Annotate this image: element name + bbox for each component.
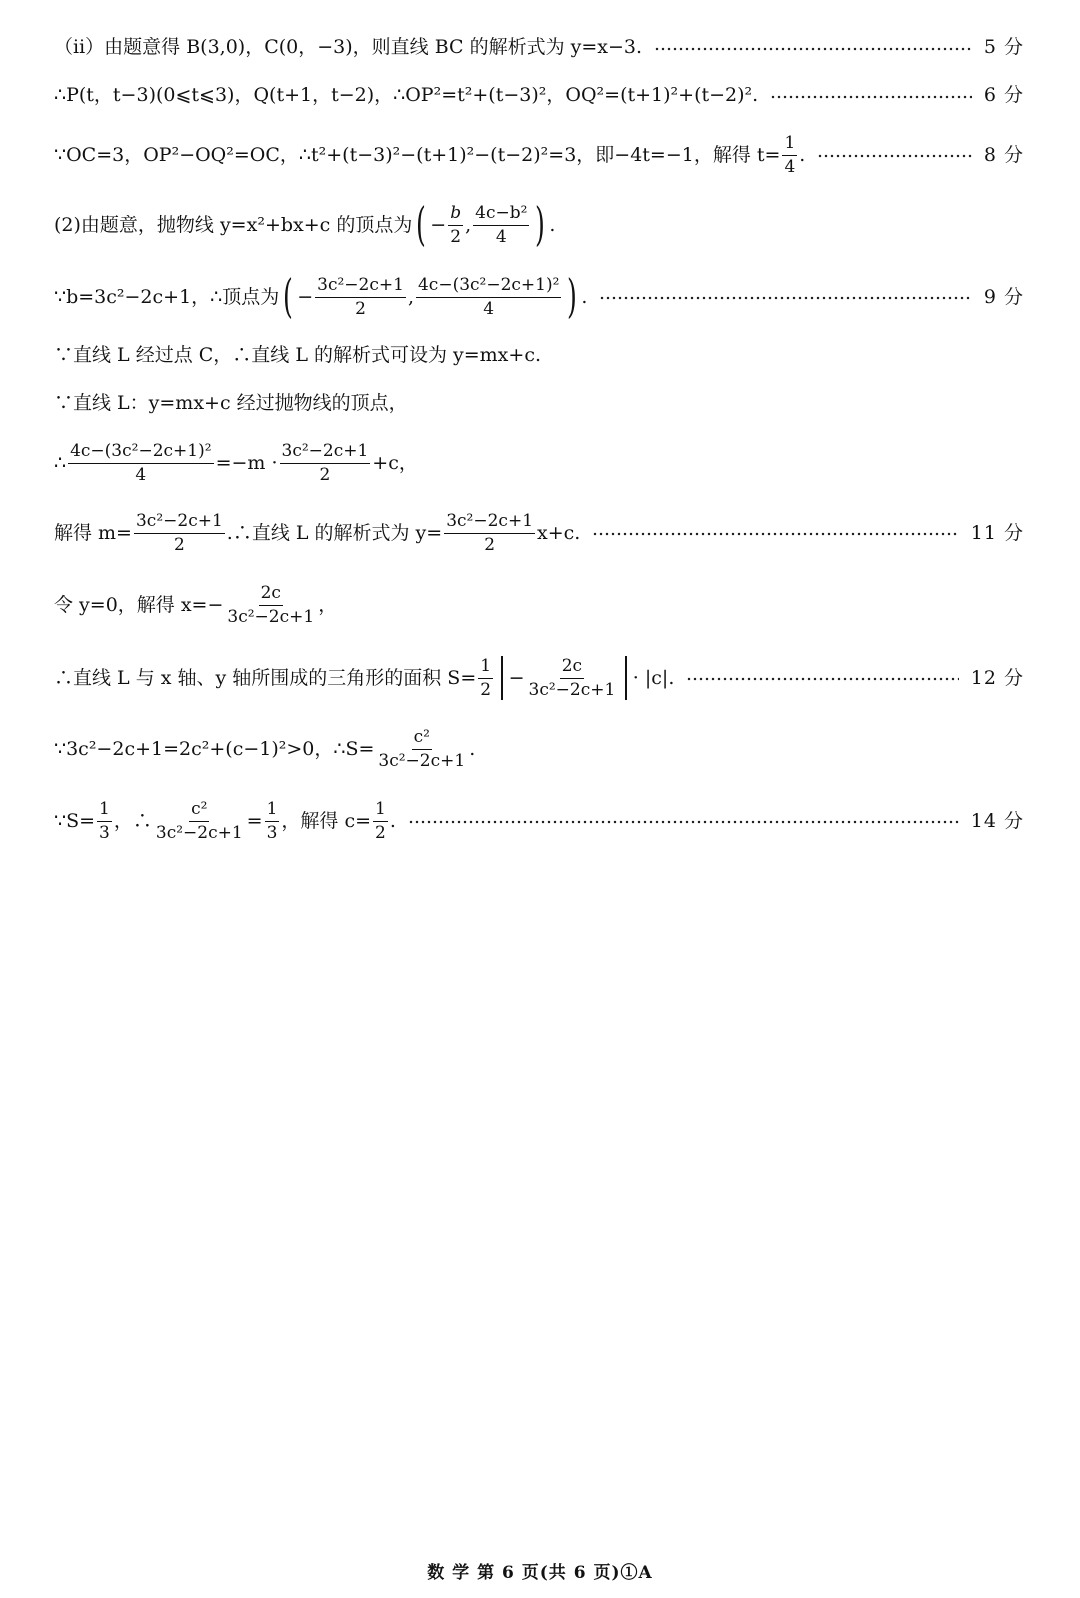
left-paren: (	[416, 197, 427, 252]
page-footer: 数 学 第 6 页(共 6 页)①A	[427, 1563, 653, 1583]
fraction	[373, 800, 388, 842]
fraction-denominator: 3c²−2c+1	[528, 679, 616, 700]
fraction-numerator: 3c²−2c+1	[280, 442, 371, 464]
line-expression	[54, 728, 475, 770]
score-label: 12 分	[970, 666, 1024, 689]
fraction-numerator: 1	[478, 657, 493, 679]
line-text: ∴P(t，t−3)(0⩽t⩽3)，Q(t+1，t−2)，∴OP²=t²+(t−3)²，OQ²=(t+1)²+(t−2)².	[54, 84, 759, 106]
fraction-denominator: 2	[355, 298, 366, 319]
fraction	[97, 800, 112, 842]
fraction-denominator: 3c²−2c+1	[378, 750, 466, 771]
fraction-numerator: 4c−(3c²−2c+1)²	[68, 442, 213, 464]
fraction	[154, 800, 245, 842]
score-label: 9 分	[983, 285, 1024, 308]
fraction-denominator: 3	[266, 822, 278, 843]
line-end: .	[389, 809, 396, 832]
fraction	[527, 657, 618, 699]
solution-line-9	[54, 512, 1024, 554]
solution-line-13	[54, 800, 1024, 842]
solution-line-12	[54, 728, 1024, 770]
right-paren: )	[567, 269, 578, 324]
line-end: .	[469, 737, 476, 760]
score-label: 8 分	[983, 143, 1024, 166]
fraction	[416, 276, 561, 318]
line-text: （ⅱ）由题意得 B(3,0)，C(0，−3)，则直线 BC 的解析式为 y=x−3.	[54, 36, 643, 58]
solution-line-10	[54, 584, 1024, 626]
dot-leader	[817, 154, 972, 158]
solution-line-2	[54, 86, 1024, 105]
fraction-numerator: 4c−b²	[473, 204, 529, 226]
fraction-denominator: 4	[135, 464, 147, 485]
fraction-numerator: 3c²−2c+1	[134, 512, 225, 534]
sign: −	[430, 213, 447, 236]
solution-line-8	[54, 442, 1024, 484]
fraction-numerator: 1	[373, 800, 388, 822]
fraction	[134, 512, 225, 554]
score-label: 14 分	[970, 809, 1024, 832]
left-paren: (	[283, 269, 294, 324]
score-label: 11 分	[970, 521, 1024, 544]
fraction	[265, 800, 280, 842]
solution-line-11	[54, 656, 1024, 700]
solution-line-6	[54, 346, 1024, 365]
fraction-numerator: 1	[97, 800, 112, 822]
line-text: ，解得 c=	[281, 809, 372, 832]
sign: −	[508, 666, 525, 689]
line-text: ∵直线 L 经过点 C，∴直线 L 的解析式可设为 y=mx+c.	[54, 344, 541, 366]
line-text: ∵直线 L：y=mx+c 经过抛物线的顶点，	[54, 392, 408, 414]
line-text: ∵S=	[54, 809, 96, 832]
line-end: +c，	[372, 451, 418, 474]
fraction-denominator: 3c²−2c+1	[227, 606, 315, 627]
fraction-denominator: 2	[480, 679, 492, 700]
fraction-denominator: 3c²−2c+1	[155, 822, 243, 843]
line-end: x+c.	[537, 521, 581, 544]
line-text: ，∴	[113, 809, 152, 832]
line-expression	[54, 442, 418, 484]
line-end: .	[549, 213, 556, 236]
abs-bar-right	[625, 656, 627, 700]
score-label: 5 分	[983, 36, 1024, 58]
fraction-denominator: 2	[450, 226, 462, 247]
fraction-numerator: c²	[189, 800, 209, 822]
fraction	[478, 657, 493, 699]
line-text: 解得 m=	[54, 521, 132, 544]
line-text: .∴直线 L 的解析式为 y=	[226, 521, 443, 544]
right-paren: )	[535, 197, 546, 252]
fraction-denominator: 4	[483, 298, 495, 319]
line-text: ∵OC=3，OP²−OQ²=OC，∴t²+(t−3)²−(t+1)²−(t−2)²=3，即−4t=−1，解得 t=	[54, 143, 781, 166]
line-end: ，	[318, 593, 338, 616]
fraction	[782, 134, 797, 176]
line-text: ∴	[54, 451, 67, 474]
fraction-denominator: 3	[99, 822, 110, 843]
line-end: .	[799, 143, 806, 166]
fraction-numerator: c²	[412, 728, 432, 750]
dot-leader	[408, 820, 959, 824]
dot-leader	[770, 95, 972, 99]
fraction-denominator: 2	[375, 822, 386, 843]
line-expression	[54, 512, 580, 554]
line-text: ∵b=3c²−2c+1，∴顶点为	[54, 285, 280, 308]
comma: ,	[407, 285, 414, 308]
fraction-denominator: 2	[173, 534, 185, 555]
dot-leader	[592, 532, 958, 536]
dot-leader	[654, 47, 972, 51]
line-expression	[54, 134, 805, 176]
fraction-numerator: b	[448, 204, 463, 226]
abs-bar-left	[501, 656, 503, 700]
line-expression	[54, 584, 337, 626]
line-text: =−m ·	[215, 451, 278, 474]
fraction-denominator: 4	[495, 226, 507, 247]
fraction-denominator: 2	[484, 534, 496, 555]
line-end: · |c|.	[632, 666, 675, 689]
line-expression	[54, 269, 588, 324]
sign: −	[297, 285, 314, 308]
fraction	[280, 442, 371, 484]
score-label: 6 分	[983, 84, 1024, 106]
line-text: (2)由题意，抛物线 y=x²+bx+c 的顶点为	[54, 213, 413, 236]
line-expression	[54, 800, 396, 842]
fraction	[448, 204, 463, 246]
solution-line-3	[54, 134, 1024, 176]
fraction	[315, 276, 406, 318]
line-text: ∴直线 L 与 x 轴、y 轴所围成的三角形的面积 S=	[54, 666, 477, 689]
line-expression	[54, 197, 556, 252]
fraction-numerator: 4c−(3c²−2c+1)²	[416, 276, 561, 298]
fraction-numerator: 2c	[259, 584, 283, 606]
line-text: =	[246, 809, 263, 832]
fraction	[444, 512, 535, 554]
line-expression	[54, 656, 674, 700]
fraction	[473, 204, 529, 246]
fraction-numerator: 3c²−2c+1	[444, 512, 535, 534]
fraction	[376, 728, 467, 770]
solution-line-5	[54, 269, 1024, 324]
fraction-denominator: 2	[319, 464, 331, 485]
fraction-denominator: 4	[784, 156, 796, 177]
line-end: .	[581, 285, 588, 308]
comma: ,	[465, 213, 472, 236]
dot-leader	[686, 677, 958, 681]
fraction-numerator: 3c²−2c+1	[315, 276, 406, 298]
fraction	[225, 584, 316, 626]
dot-leader	[599, 296, 971, 300]
solution-line-7	[54, 394, 1024, 413]
line-text: 令 y=0，解得 x=−	[54, 593, 224, 616]
line-text: ∵3c²−2c+1=2c²+(c−1)²>0，∴S=	[54, 737, 375, 760]
solution-line-4	[54, 197, 1024, 252]
fraction-numerator: 1	[265, 800, 280, 822]
fraction-numerator: 1	[782, 134, 797, 156]
solution-line-1	[54, 38, 1024, 57]
fraction-numerator: 2c	[560, 657, 584, 679]
fraction	[68, 442, 213, 484]
